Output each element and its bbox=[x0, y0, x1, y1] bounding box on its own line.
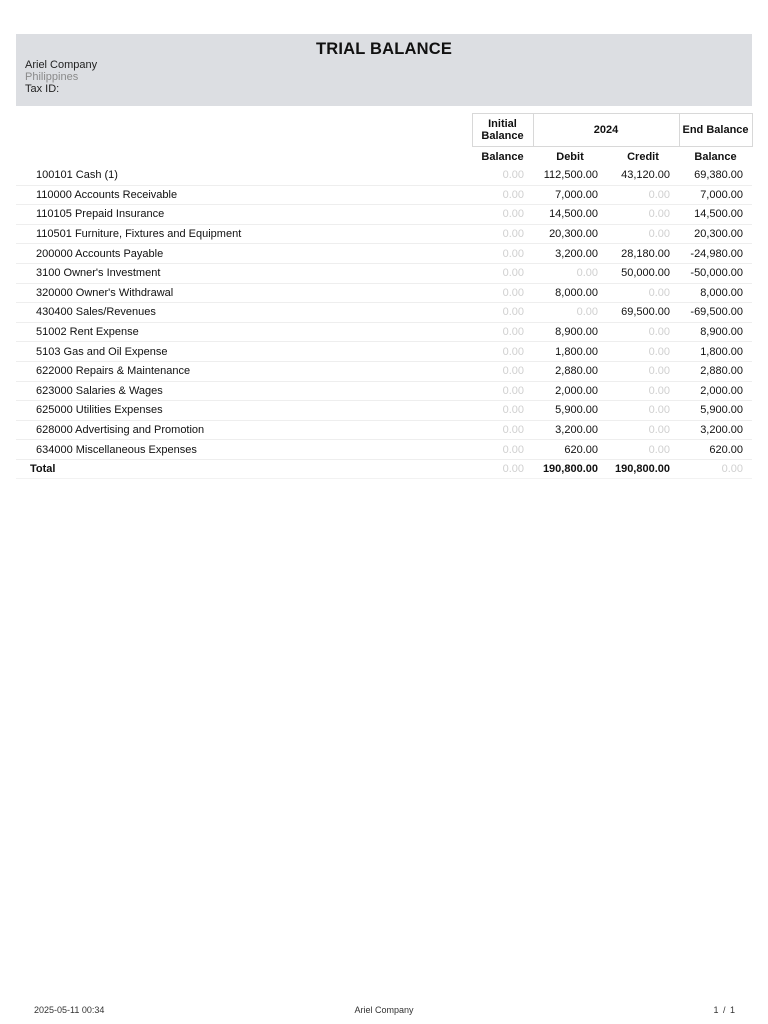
credit-cell[interactable]: 0.00 bbox=[607, 185, 679, 205]
initial-balance-cell: 0.00 bbox=[472, 303, 533, 323]
account-cell[interactable]: 3100 Owner's Investment bbox=[16, 263, 472, 283]
end-balance-cell: 8,900.00 bbox=[679, 322, 752, 342]
end-balance-cell: 620.00 bbox=[679, 440, 752, 460]
credit-cell[interactable]: 0.00 bbox=[607, 420, 679, 440]
credit-cell[interactable]: 0.00 bbox=[607, 440, 679, 460]
end-balance-cell: 5,900.00 bbox=[679, 401, 752, 421]
company-country: Philippines bbox=[25, 71, 79, 83]
total-end-balance: 0.00 bbox=[679, 459, 752, 478]
account-cell[interactable]: 5103 Gas and Oil Expense bbox=[16, 342, 472, 362]
initial-balance-sub-header: Balance bbox=[481, 150, 524, 163]
column-group-header bbox=[16, 114, 752, 147]
account-cell[interactable]: 100101 Cash (1) bbox=[16, 166, 472, 185]
credit-sub-header: Credit bbox=[627, 150, 659, 163]
end-balance-cell: -24,980.00 bbox=[679, 244, 752, 264]
initial-balance-cell: 0.00 bbox=[472, 185, 533, 205]
credit-cell[interactable]: 0.00 bbox=[607, 283, 679, 303]
total-initial-balance: 0.00 bbox=[472, 459, 533, 478]
initial-balance-cell: 0.00 bbox=[472, 381, 533, 401]
debit-cell[interactable]: 7,000.00 bbox=[533, 185, 607, 205]
debit-cell[interactable]: 8,000.00 bbox=[533, 283, 607, 303]
end-balance-cell: 2,880.00 bbox=[679, 361, 752, 381]
report-title: TRIAL BALANCE bbox=[315, 40, 453, 58]
initial-balance-cell: 0.00 bbox=[472, 244, 533, 264]
page-number: 1 / 1 bbox=[713, 1005, 736, 1015]
account-cell[interactable]: 320000 Owner's Withdrawal bbox=[16, 283, 472, 303]
trial-balance-table bbox=[16, 113, 753, 479]
debit-cell[interactable]: 8,900.00 bbox=[533, 322, 607, 342]
initial-balance-cell: 0.00 bbox=[472, 263, 533, 283]
table-row[interactable] bbox=[16, 244, 752, 264]
credit-cell[interactable]: 0.00 bbox=[607, 381, 679, 401]
debit-cell[interactable]: 1,800.00 bbox=[533, 342, 607, 362]
credit-cell[interactable]: 43,120.00 bbox=[607, 166, 679, 185]
credit-cell[interactable]: 0.00 bbox=[607, 224, 679, 244]
credit-cell[interactable]: 28,180.00 bbox=[607, 244, 679, 264]
account-cell[interactable]: 200000 Accounts Payable bbox=[16, 244, 472, 264]
total-row bbox=[16, 459, 752, 478]
debit-cell[interactable]: 20,300.00 bbox=[533, 224, 607, 244]
initial-balance-cell: 0.00 bbox=[472, 205, 533, 225]
debit-cell[interactable]: 0.00 bbox=[533, 263, 607, 283]
table-row[interactable] bbox=[16, 185, 752, 205]
account-cell[interactable]: 51002 Rent Expense bbox=[16, 322, 472, 342]
table-row[interactable] bbox=[16, 342, 752, 362]
table-row[interactable] bbox=[16, 205, 752, 225]
account-column-header bbox=[16, 114, 472, 147]
company-name: Ariel Company bbox=[25, 59, 98, 71]
total-label: Total bbox=[16, 459, 472, 478]
credit-cell[interactable]: 0.00 bbox=[607, 401, 679, 421]
page-footer bbox=[0, 1005, 768, 1017]
end-balance-cell: -69,500.00 bbox=[679, 303, 752, 323]
initial-balance-cell: 0.00 bbox=[472, 322, 533, 342]
table-row[interactable] bbox=[16, 224, 752, 244]
end-balance-cell: -50,000.00 bbox=[679, 263, 752, 283]
table-row[interactable] bbox=[16, 283, 752, 303]
end-balance-cell: 8,000.00 bbox=[679, 283, 752, 303]
debit-cell[interactable]: 2,880.00 bbox=[533, 361, 607, 381]
account-cell[interactable]: 430400 Sales/Revenues bbox=[16, 303, 472, 323]
end-balance-cell: 69,380.00 bbox=[679, 166, 752, 185]
end-balance-cell: 20,300.00 bbox=[679, 224, 752, 244]
initial-balance-cell: 0.00 bbox=[472, 283, 533, 303]
debit-cell[interactable]: 0.00 bbox=[533, 303, 607, 323]
credit-cell[interactable]: 0.00 bbox=[607, 361, 679, 381]
initial-balance-cell: 0.00 bbox=[472, 361, 533, 381]
account-cell[interactable]: 110501 Furniture, Fixtures and Equipment bbox=[16, 224, 472, 244]
end-balance-cell: 3,200.00 bbox=[679, 420, 752, 440]
account-cell[interactable]: 110105 Prepaid Insurance bbox=[16, 205, 472, 225]
report-header bbox=[16, 34, 752, 106]
table-row[interactable] bbox=[16, 440, 752, 460]
account-cell[interactable]: 628000 Advertising and Promotion bbox=[16, 420, 472, 440]
total-debit: 190,800.00 bbox=[533, 459, 607, 478]
column-sub-header bbox=[16, 147, 752, 167]
footer-company: Ariel Company bbox=[354, 1005, 414, 1015]
table-row[interactable] bbox=[16, 420, 752, 440]
initial-balance-cell: 0.00 bbox=[472, 166, 533, 185]
table-row[interactable] bbox=[16, 322, 752, 342]
debit-cell[interactable]: 112,500.00 bbox=[533, 166, 607, 185]
account-cell[interactable]: 625000 Utilities Expenses bbox=[16, 401, 472, 421]
end-balance-sub-header: Balance bbox=[694, 150, 737, 163]
account-cell[interactable]: 634000 Miscellaneous Expenses bbox=[16, 440, 472, 460]
debit-cell[interactable]: 620.00 bbox=[533, 440, 607, 460]
end-balance-header: End Balance bbox=[679, 114, 752, 147]
period-header: 2024 bbox=[533, 114, 679, 147]
table-row[interactable] bbox=[16, 303, 752, 323]
table-row[interactable] bbox=[16, 401, 752, 421]
credit-cell[interactable]: 0.00 bbox=[607, 205, 679, 225]
tax-id-label: Tax ID: bbox=[25, 83, 60, 95]
account-cell[interactable]: 622000 Repairs & Maintenance bbox=[16, 361, 472, 381]
debit-cell[interactable]: 5,900.00 bbox=[533, 401, 607, 421]
end-balance-cell: 2,000.00 bbox=[679, 381, 752, 401]
credit-cell[interactable]: 69,500.00 bbox=[607, 303, 679, 323]
debit-cell[interactable]: 2,000.00 bbox=[533, 381, 607, 401]
end-balance-cell: 1,800.00 bbox=[679, 342, 752, 362]
account-cell[interactable]: 110000 Accounts Receivable bbox=[16, 185, 472, 205]
print-datetime: 2025-05-11 00:34 bbox=[34, 1005, 105, 1015]
initial-balance-cell: 0.00 bbox=[472, 401, 533, 421]
end-balance-cell: 14,500.00 bbox=[679, 205, 752, 225]
debit-cell[interactable]: 3,200.00 bbox=[533, 420, 607, 440]
credit-cell[interactable]: 50,000.00 bbox=[607, 263, 679, 283]
credit-cell[interactable]: 0.00 bbox=[607, 322, 679, 342]
total-credit: 190,800.00 bbox=[607, 459, 679, 478]
account-sub-header bbox=[16, 147, 472, 167]
table-row[interactable] bbox=[16, 381, 752, 401]
table-row[interactable] bbox=[16, 361, 752, 381]
end-balance-cell: 7,000.00 bbox=[679, 185, 752, 205]
account-cell[interactable]: 623000 Salaries & Wages bbox=[16, 381, 472, 401]
table-row[interactable] bbox=[16, 263, 752, 283]
initial-balance-cell: 0.00 bbox=[472, 224, 533, 244]
initial-balance-cell: 0.00 bbox=[472, 420, 533, 440]
initial-balance-cell: 0.00 bbox=[472, 440, 533, 460]
initial-balance-header: Initial Balance bbox=[472, 114, 533, 147]
credit-cell[interactable]: 0.00 bbox=[607, 342, 679, 362]
debit-cell[interactable]: 14,500.00 bbox=[533, 205, 607, 225]
table-row[interactable] bbox=[16, 166, 752, 185]
initial-balance-cell: 0.00 bbox=[472, 342, 533, 362]
debit-sub-header: Debit bbox=[556, 150, 584, 163]
debit-cell[interactable]: 3,200.00 bbox=[533, 244, 607, 264]
